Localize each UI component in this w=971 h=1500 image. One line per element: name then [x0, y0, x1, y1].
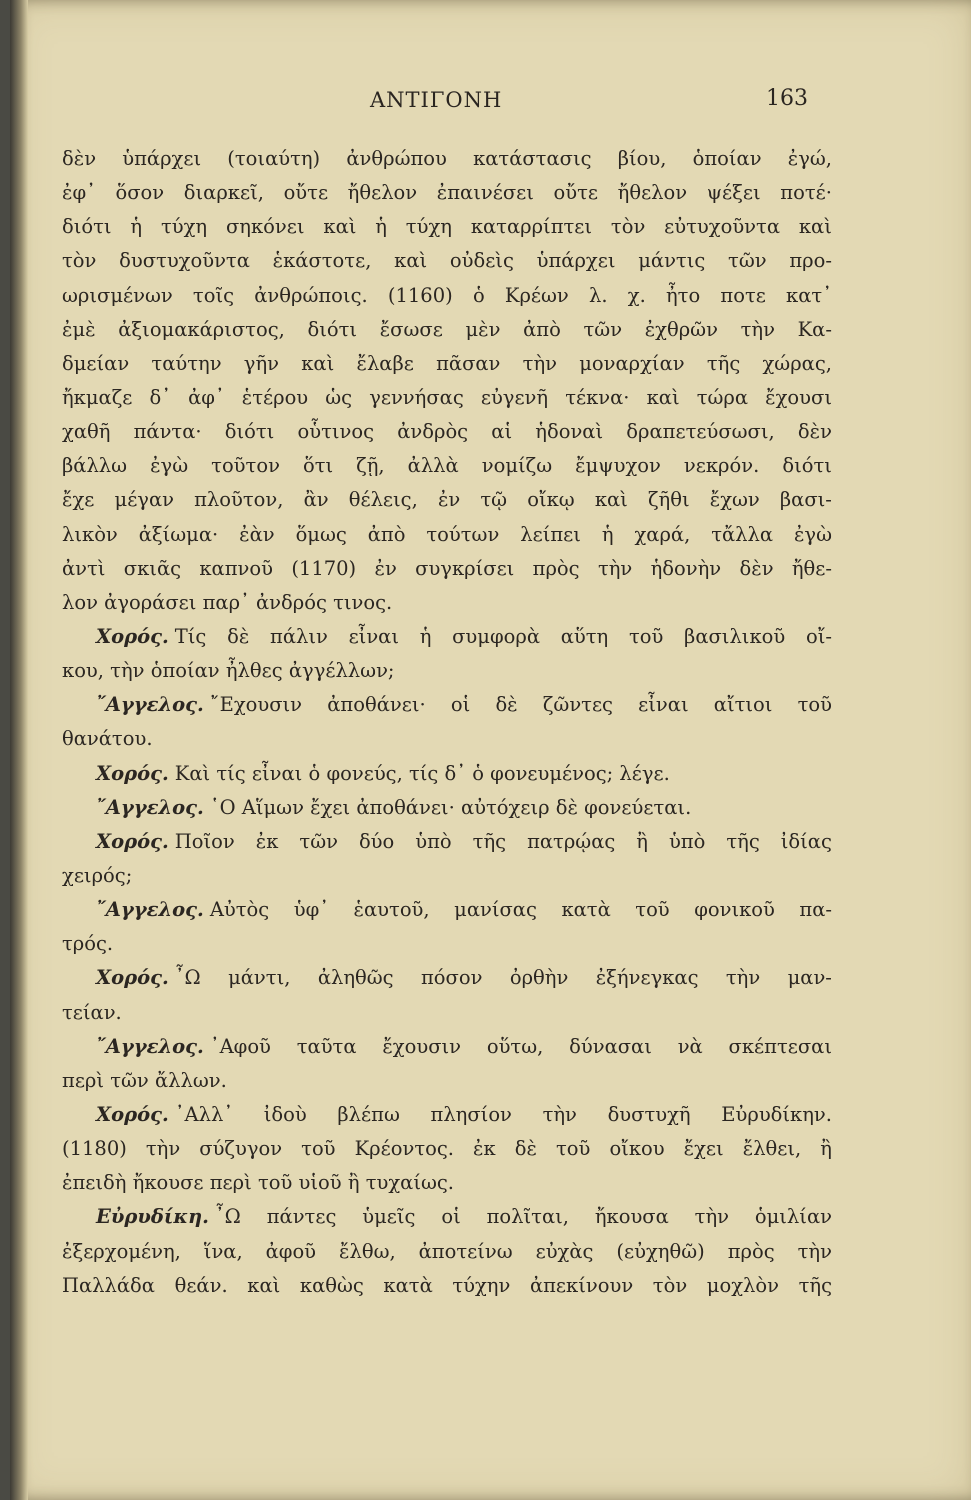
word: Κρέων — [504, 283, 569, 307]
word: καὶ — [394, 249, 428, 273]
word: ταῦτα — [296, 1034, 357, 1058]
text-line — [62, 1064, 832, 1098]
body-text — [62, 142, 832, 1303]
speaker-name: ῎Αγγελος. — [96, 898, 204, 922]
text-line — [62, 620, 832, 654]
line-text: περὶ τῶν ἄλλων. — [62, 1068, 227, 1092]
word: τὸν — [62, 249, 97, 273]
word: τώρα — [696, 385, 749, 409]
line-text — [175, 620, 832, 654]
text-line — [62, 381, 832, 415]
word: ἔχε — [62, 488, 95, 512]
word: ἀληθῶς — [317, 966, 394, 990]
word: ἤθε- — [791, 556, 832, 580]
word: ἐξερχομένη, — [62, 1239, 181, 1263]
text-line — [62, 961, 832, 995]
word: ἔλαβε — [356, 351, 414, 375]
word: οἱ — [450, 693, 471, 717]
word: πλοῦτον, — [194, 488, 284, 512]
word: τύχη — [160, 215, 208, 239]
word: κατὰ — [561, 898, 611, 922]
word: τῶν — [728, 249, 767, 273]
word: θέλεις, — [348, 488, 418, 512]
word: ὑπὸ — [668, 829, 706, 853]
speaker-name: ῎Αγγελος. — [96, 795, 204, 819]
word: φονικοῦ — [694, 898, 775, 922]
word: οὕτω, — [486, 1034, 544, 1058]
word: σύζυγον — [199, 1137, 283, 1161]
word: διαρκεῖ, — [183, 181, 264, 205]
word: ἡ — [375, 215, 387, 239]
word: μέγαν — [114, 488, 174, 512]
word: ἰδίας — [780, 829, 832, 853]
word: πρὸς — [532, 556, 580, 580]
word: διότι — [62, 215, 112, 239]
word: τὴν — [145, 1137, 181, 1161]
word: τύχην — [452, 1273, 511, 1297]
line-text: θανάτου. — [62, 727, 153, 751]
word: ωρισμένων — [62, 283, 173, 307]
word: σηκόνει — [225, 215, 305, 239]
word: εὐτυχοῦντα — [664, 215, 780, 239]
word: ἔμψυχον — [575, 454, 661, 478]
word: νομίζω — [481, 454, 553, 478]
word: χώρας, — [762, 351, 832, 375]
text-line — [62, 1030, 832, 1064]
text-line — [62, 415, 832, 449]
text-line — [62, 825, 832, 859]
text-line — [62, 688, 832, 722]
speaker-name: Εὐρυδίκη. — [96, 1205, 209, 1229]
text-line — [62, 1098, 832, 1132]
line-text — [210, 1030, 832, 1064]
word: τύχη — [405, 215, 452, 239]
word: ἡδονὴν — [650, 556, 722, 580]
word: γῆν — [243, 351, 279, 375]
word: ἐφ᾽ — [62, 181, 96, 205]
word: πολῖται, — [486, 1205, 569, 1229]
speaker-name: Χορός. — [96, 966, 169, 990]
text-line — [62, 279, 832, 313]
word: ἦτο — [665, 283, 701, 307]
word: μὲν — [465, 317, 501, 341]
word: καὶ — [798, 215, 832, 239]
word: ᾽Αφοῦ — [209, 1034, 271, 1058]
word: ἀνθρώπου — [346, 147, 447, 170]
text-line — [62, 483, 832, 517]
word: ψέξει — [706, 181, 761, 205]
text-line — [62, 654, 832, 688]
word: μάντις — [638, 249, 706, 273]
word: ἐγὼ — [150, 454, 189, 478]
word: τῆς — [472, 829, 507, 853]
word: τοῖς — [192, 283, 235, 307]
text-line — [62, 1269, 832, 1303]
word: λικὸν — [62, 522, 118, 546]
word: ῎Εχουσιν — [209, 693, 303, 717]
word: μάντι, — [228, 966, 291, 990]
word: βίου, — [617, 147, 667, 170]
word: δύο — [358, 829, 395, 853]
text-line — [62, 1166, 832, 1200]
word: δὲ — [514, 1137, 537, 1161]
word: πάντα· — [133, 420, 202, 444]
word: (1160) — [387, 283, 453, 307]
word: ἀποτείνω — [418, 1239, 513, 1263]
word: ἢ — [820, 1137, 832, 1161]
word: ὁποίαν — [692, 147, 762, 170]
word: δ᾽ — [149, 385, 171, 409]
word: ἀνθρώποις. — [254, 283, 368, 307]
word: ἀφ᾽ — [188, 385, 225, 409]
text-line — [62, 893, 832, 927]
speaker-name: ῎Αγγελος. — [96, 1034, 204, 1058]
word: καὶ — [323, 215, 357, 239]
word: ὑπάρχει — [536, 249, 616, 273]
word: πάντες — [266, 1205, 337, 1229]
word: ἀποθάνει· — [327, 693, 426, 717]
line-text — [215, 1200, 832, 1234]
text-line — [62, 518, 832, 552]
word: τοῦ — [301, 1137, 336, 1161]
word: τοῦ — [797, 693, 832, 717]
text-line — [62, 210, 832, 244]
line-text: κου, τὴν ὁποίαν ἦλθες ἀγγέλλων; — [62, 659, 395, 683]
word: ἐν — [374, 556, 397, 580]
text-line — [62, 552, 832, 586]
line-text — [175, 1098, 832, 1132]
word: καπνοῦ — [199, 556, 273, 580]
text-line — [62, 1200, 832, 1234]
word: ἡ — [601, 522, 614, 546]
word: βλέπω — [337, 1102, 400, 1126]
page-number: 163 — [766, 86, 808, 111]
word: ἔλθω, — [339, 1239, 396, 1263]
word: ἐπαινέσει — [436, 181, 534, 205]
text-line — [62, 1132, 832, 1166]
speaker-name: Χορός. — [96, 624, 169, 648]
word: ἢ — [636, 829, 648, 853]
word: δὲν — [797, 420, 832, 444]
word: οὐδεὶς — [449, 249, 514, 273]
word: καὶ — [594, 488, 628, 512]
word: ἔχουσιν — [382, 1034, 462, 1058]
word: ἡ — [130, 215, 143, 239]
word: ὑμεῖς — [362, 1205, 416, 1229]
word: δὲ — [495, 693, 518, 717]
word: μαν- — [787, 966, 832, 990]
word: (1170) — [291, 556, 357, 580]
word: χ. — [627, 283, 646, 307]
word: βασιλικοῦ — [684, 624, 786, 648]
word: ἔχων — [709, 488, 760, 512]
word: καὶ — [247, 1273, 281, 1297]
speaker-name: ῎Αγγελος. — [96, 693, 204, 717]
word: γεννήσας — [369, 385, 464, 409]
text-line — [62, 722, 832, 756]
word: μοχλὸν — [706, 1273, 779, 1297]
word: ἐὰν — [239, 522, 275, 546]
text-line — [62, 347, 832, 381]
word: οἴκου — [609, 1137, 665, 1161]
word: οἴ- — [805, 624, 832, 648]
word: κατὰ — [383, 1273, 433, 1297]
word: ἐγὼ — [793, 522, 832, 546]
word: οἱ — [441, 1205, 461, 1229]
line-text: ῾Ο Αἵμων ἔχει ἀποθάνει· αὐτόχειρ δὲ φονεύεται. — [209, 795, 692, 819]
word: Εὐρυδίκην. — [721, 1102, 832, 1126]
word: συμφορὰ — [452, 624, 540, 648]
word: ἀνδρὸς — [397, 420, 469, 444]
word: καθὼς — [299, 1273, 364, 1297]
text-line — [62, 996, 832, 1030]
word: εἶναι — [348, 624, 399, 648]
word: οὔτε — [283, 181, 329, 205]
word: διότι — [307, 317, 358, 341]
word: ταύτην — [151, 351, 222, 375]
word: ἀντὶ — [62, 556, 106, 580]
speaker-name: Χορός. — [96, 761, 169, 785]
word: Ποῖον — [174, 829, 235, 853]
book-spine-shadow — [10, 0, 28, 1500]
word: τῶν — [583, 317, 623, 341]
word: χαθῆ — [62, 420, 111, 444]
line-text: χειρός; — [62, 863, 133, 887]
line-text — [175, 825, 832, 859]
word: δύνασαι — [569, 1034, 652, 1058]
word: σκιᾶς — [123, 556, 182, 580]
word: ποτέ· — [780, 181, 832, 205]
word: τῆς — [798, 1273, 832, 1297]
line-text — [175, 961, 832, 995]
word: αἱ — [491, 420, 513, 444]
word: τἄλλα — [711, 522, 774, 546]
word: ἑαυτοῦ, — [353, 898, 430, 922]
word: ὀρθὴν — [509, 966, 569, 990]
word: νεκρόν. — [683, 454, 760, 478]
book-page — [10, 0, 971, 1500]
word: τὴν — [542, 1102, 577, 1126]
word: ἐχθρῶν — [644, 317, 718, 341]
word: ὁμιλίαν — [754, 1205, 832, 1229]
word: ἀξίωμα· — [138, 522, 219, 546]
word: κατ᾽ — [786, 283, 832, 307]
word: αὕτη — [560, 624, 609, 648]
word: διότι — [782, 454, 832, 478]
word: ἐν — [437, 488, 461, 512]
text-line — [62, 757, 832, 791]
word: θεάν. — [174, 1273, 228, 1297]
text-line — [62, 176, 832, 210]
text-line — [62, 586, 832, 620]
line-text: ἐπειδὴ ἤκουσε περὶ τοῦ υἱοῦ ἢ τυχαίως. — [62, 1171, 454, 1195]
word: οὗτινος — [297, 420, 375, 444]
word: ῏Ω — [174, 966, 201, 990]
word: ἐκ — [473, 1137, 496, 1161]
word: ἑκάστοτε, — [272, 249, 372, 273]
word: τοῦ — [635, 898, 670, 922]
word: τέκνα· — [565, 385, 630, 409]
word: δυστυχοῦντα — [119, 249, 250, 273]
word: τοῦ — [556, 1137, 591, 1161]
word: ὅτι — [302, 454, 334, 478]
word: ἂν — [303, 488, 329, 512]
word: χαρά, — [634, 522, 691, 546]
word: διότι — [224, 420, 275, 444]
word: προ- — [789, 249, 832, 273]
word: λ. — [588, 283, 608, 307]
word: ἀπεκίνουν — [529, 1273, 634, 1297]
speaker-name: Χορός. — [96, 1102, 169, 1126]
word: βασι- — [779, 488, 832, 512]
word: ὑφ᾽ — [293, 898, 330, 922]
text-line — [62, 142, 832, 176]
word: (εὐχηθῶ) — [616, 1239, 705, 1263]
word: κατάστασις — [473, 147, 592, 170]
line-text — [210, 688, 832, 722]
word: δὲν — [62, 147, 97, 170]
word: ὑπάρχει — [122, 147, 202, 170]
running-title: ΑΝΤΙΓΟΝΗ — [370, 88, 503, 112]
word: βάλλω — [62, 454, 128, 478]
word: ὅσον — [115, 181, 165, 205]
word: συγκρίσει — [415, 556, 515, 580]
word: ὡς — [325, 385, 353, 409]
word: εὐγενῆ — [480, 385, 549, 409]
word: ζῆθι — [647, 488, 690, 512]
word: ἔχουσι — [765, 385, 832, 409]
word: τῆς — [706, 351, 741, 375]
word: λείπει — [520, 522, 581, 546]
word: Κα- — [797, 317, 832, 341]
word: ἐκ — [255, 829, 279, 853]
word: ῏Ω — [214, 1205, 241, 1229]
speaker-name: Χορός. — [96, 829, 169, 853]
text-line — [62, 1235, 832, 1269]
word: ἰδοὺ — [263, 1102, 307, 1126]
word: (1180) — [62, 1137, 127, 1161]
word: δὲν — [739, 556, 774, 580]
word: ὅμως — [295, 522, 347, 546]
line-text: λον ἀγοράσει παρ᾽ ἀνδρός τινος. — [62, 590, 393, 614]
line-text: Καὶ τίς εἶναι ὁ φονεύς, τίς δ᾽ ὁ φονευμένος; λέγε. — [174, 761, 670, 785]
word: τοῦ — [628, 624, 664, 648]
word: ὁ — [472, 283, 485, 307]
word: δυστυχῆ — [607, 1102, 691, 1126]
word: τὴν — [522, 351, 557, 375]
word: ἡ — [419, 624, 432, 648]
word: τὴν — [694, 1205, 729, 1229]
word: τὴν — [740, 317, 775, 341]
word: Αὐτὸς — [209, 898, 270, 922]
word: οἴκῳ — [527, 488, 575, 512]
word: ζῶντες — [542, 693, 613, 717]
word: ἀπὸ — [367, 522, 406, 546]
text-line — [62, 927, 832, 961]
word: ἀπὸ — [523, 317, 561, 341]
text-line — [62, 791, 832, 825]
word: Παλλάδα — [62, 1273, 155, 1297]
word: εἶναι — [638, 693, 689, 717]
word: σκέπτεσαι — [728, 1034, 832, 1058]
word: τῶν — [299, 829, 338, 853]
text-line — [62, 449, 832, 483]
word: ᾽Αλλ᾽ — [174, 1102, 234, 1126]
word: τὸν — [610, 215, 646, 239]
page-header — [10, 88, 971, 128]
text-line — [62, 313, 832, 347]
word: πάλιν — [270, 624, 328, 648]
word: ἔλθει, — [742, 1137, 802, 1161]
word: ἔσωσε — [379, 317, 443, 341]
word: πλησίον — [430, 1102, 512, 1126]
word: Τίς — [174, 624, 207, 648]
word: ἐγώ, — [787, 147, 832, 170]
word: ἤκουσα — [594, 1205, 669, 1229]
word: καταρρίπτει — [470, 215, 593, 239]
word: τὸν — [652, 1273, 688, 1297]
word: ἡδοναὶ — [535, 420, 604, 444]
word: τῆς — [726, 829, 760, 853]
word: Κρέοντος. — [354, 1137, 454, 1161]
word: (τοιαύτη) — [227, 147, 321, 170]
word: ποτε — [720, 283, 766, 307]
text-line — [62, 244, 832, 278]
word: τῷ — [480, 488, 508, 512]
word: ἔχει — [683, 1137, 724, 1161]
word: ὑπὸ — [415, 829, 452, 853]
line-text: τρός. — [62, 932, 114, 956]
word: ἐξήνεγκας — [595, 966, 699, 990]
word: ἤθελον — [617, 181, 688, 205]
text-line — [62, 859, 832, 893]
word: τοῦτον — [211, 454, 280, 478]
word: τὴν — [797, 1239, 832, 1263]
word: ἀξιομακάριστος, — [118, 317, 285, 341]
word: δὲ — [227, 624, 250, 648]
word: μοναρχίαν — [579, 351, 685, 375]
word: αἴτιοι — [713, 693, 773, 717]
word: νὰ — [677, 1034, 703, 1058]
word: ἀλλὰ — [407, 454, 459, 478]
word: μανίσας — [454, 898, 537, 922]
word: δμείαν — [62, 351, 130, 375]
word: τὴν — [725, 966, 761, 990]
word: ἤθελον — [347, 181, 418, 205]
word: δραπετεύσωσι, — [626, 420, 775, 444]
word: πρὸς — [727, 1239, 775, 1263]
word: ζῇ, — [356, 454, 385, 478]
word: πα- — [799, 898, 832, 922]
word: ἵνα, — [203, 1239, 243, 1263]
word: πόσον — [420, 966, 483, 990]
line-text: τείαν. — [62, 1000, 122, 1024]
word: πᾶσαν — [436, 351, 501, 375]
word: ἐμὲ — [62, 317, 96, 341]
word: εὐχὰς — [535, 1239, 594, 1263]
line-text — [210, 893, 832, 927]
word: οὔτε — [553, 181, 599, 205]
word: ἀφοῦ — [265, 1239, 317, 1263]
word: τὴν — [597, 556, 633, 580]
word: ἑτέρου — [241, 385, 309, 409]
word: καὶ — [646, 385, 680, 409]
word: τούτων — [426, 522, 500, 546]
word: ἤκμαζε — [62, 385, 133, 409]
word: πατρῴας — [527, 829, 616, 853]
word: καὶ — [301, 351, 335, 375]
